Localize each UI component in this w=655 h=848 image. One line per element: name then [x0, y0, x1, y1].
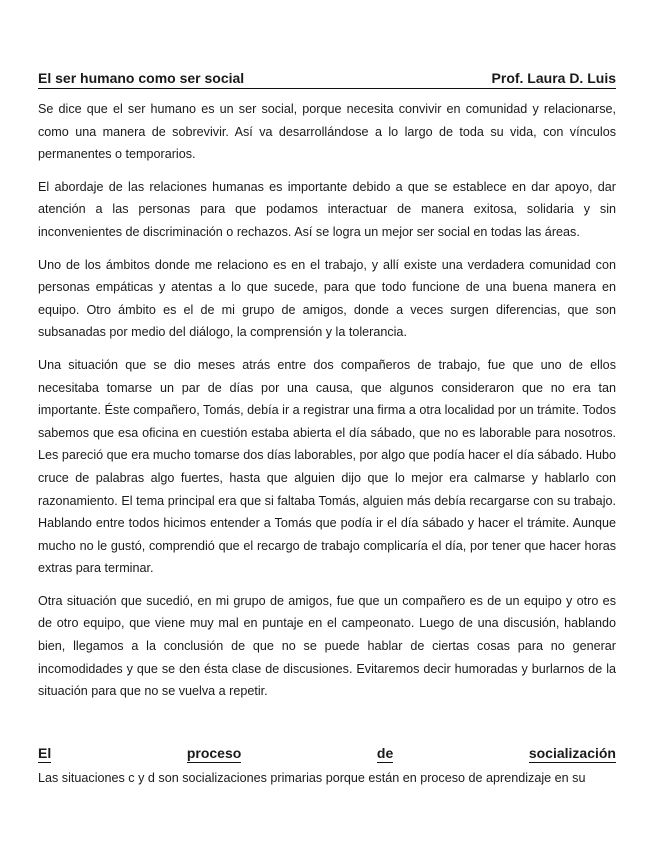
heading-word-2: proceso — [186, 744, 242, 761]
section-first-line: Las situaciones c y d son socializaciones primarias porque están en proceso de aprendizaje en su — [38, 770, 586, 785]
document-header — [38, 70, 616, 89]
paragraph-3: Uno de los ámbitos donde me relaciono es en el trabajo, y allí existe una verdadera comunidad con personas empáticas y atentas a lo que sucede, para que todo funcione de una buena manera en equipo. Otro ámbito es el de mi grupo de amigos, donde a veces surgen diferencias, que son subsanadas por medio del diálogo, la comprensión y la tolerancia. — [38, 257, 616, 340]
heading-word-3: de — [376, 744, 394, 761]
section-heading — [38, 745, 616, 763]
heading-word-1: El — [38, 744, 52, 761]
document-page — [38, 70, 616, 789]
author-name: Prof. Laura D. Luis — [491, 70, 616, 86]
paragraph-1: Se dice que el ser humano es un ser social, porque necesita convivir en comunidad y relacionarse, como una manera de sobrevivir. Así va desarrollándose a lo largo de toda su vida, con vínculos permanentes o temporarios. — [38, 102, 616, 162]
paragraph-5: Otra situación que sucedió, en mi grupo de amigos, fue que un compañero es de un equipo y otro es de otro equipo, que viene muy mal en puntaje en el campeonato. Luego de una discusión, hablando bien, llegamos a la conclusión de que no se puede hablar de ciertas cosas para no generar incomodidades y que se den ésta clase de discusiones. Evitaremos decir humoradas y burlarnos de la situación para que no se vuelva a repetir. — [38, 593, 616, 699]
paragraph-4: Una situación que se dio meses atrás entre dos compañeros de trabajo, fue que uno de ellos necesitaba tomarse un par de días por una causa, que algunos consideraron que no era tan importante. Éste compañero, Tomás, debía ir a registrar una firma a otra localidad por un trámite. Todos sabemos que esa oficina en cuestión estaba abierta el día sábado, que no es laborable para nosotros. Les pareció que era mucho tomarse dos días laborables, por algo que podía hacer el día sábado. Hubo cruce de palabras algo fuertes, hasta que alguien dijo que lo mejor era calmarse y hablarlo con razonamiento. El tema principal era que si faltaba Tomás, alguien más debía recargarse con su trabajo. Hablando entre todos hicimos entender a Tomás que podía ir el día sábado y hacer el trámite. Aunque mucho no le gustó, comprendió que el recargo de trabajo complicaría el día, por tener que hacer horas extras para terminar. — [38, 357, 616, 576]
heading-word-4: socialización — [528, 744, 616, 761]
paragraph-2: El abordaje de las relaciones humanas es importante debido a que se establece en dar apoyo, dar atención a las personas para que podamos interactuar de manera exitosa, solidaria y sin inconvenientes de discriminación o rechazos. Así se logra un mejor ser social en todas las áreas. — [38, 179, 616, 239]
document-title: El ser humano como ser social — [38, 70, 245, 86]
